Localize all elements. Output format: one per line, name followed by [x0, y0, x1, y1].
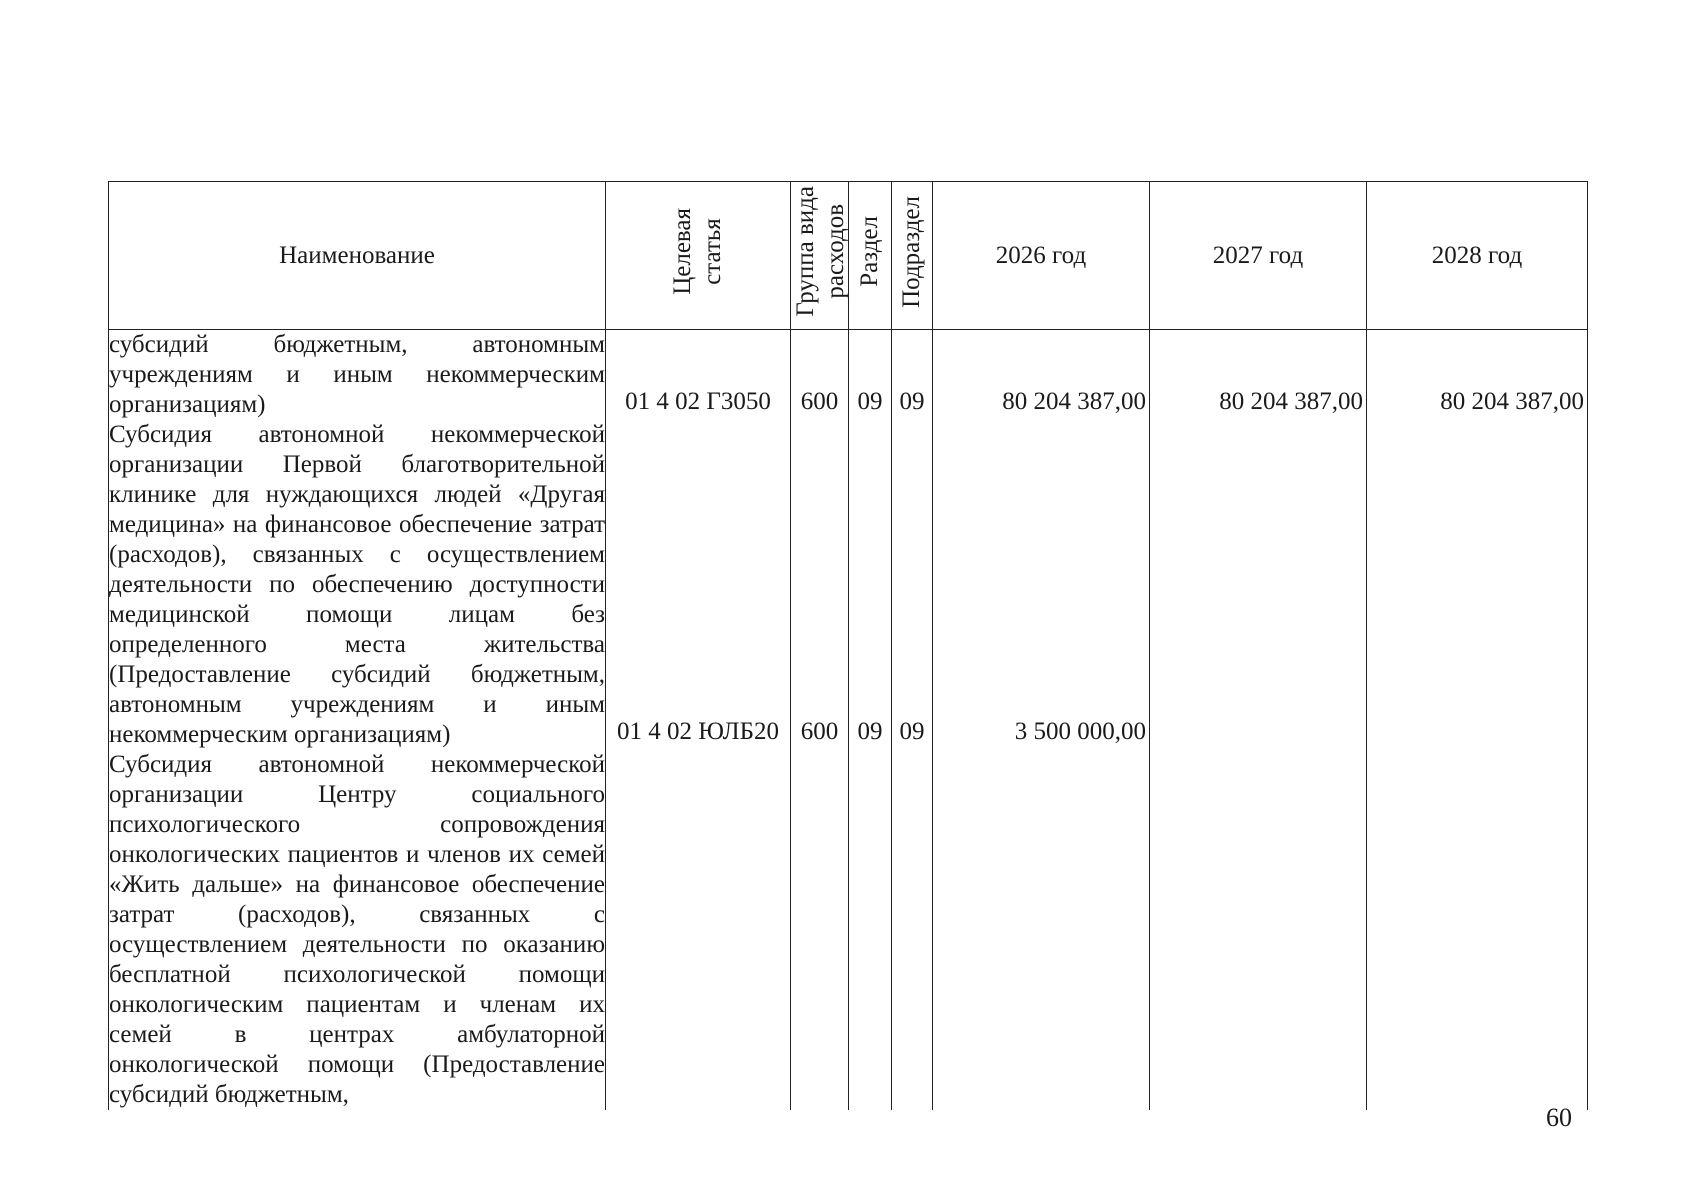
header-2027-label: 2027 год: [1212, 241, 1304, 269]
name-paragraph-2: Субсидия автономной некоммерческой организации Первой благотворительной клинике для нуждающихся людей «Другая медицина» на финансовое обеспечение затрат (расходов), связанных с осуществлением деятельности по обеспечению доступности медицинской помощи лицам без определенного места жительства (Предоставление субсидий бюджетным, автономным учреждениям и иным некоммерческим организациям): [109, 421, 605, 748]
amount-2027: 80 204 387,00: [1219, 388, 1363, 415]
header-target-article-label: [668, 208, 728, 295]
expense-group-value: 600: [800, 718, 839, 745]
header-section: [849, 182, 892, 330]
section-cell: [849, 330, 892, 1111]
header-target-article: [606, 182, 791, 330]
header-name: [109, 182, 606, 330]
header-subsection: [892, 182, 933, 330]
target-article-value: 01 4 02 ЮЛБ20: [616, 718, 779, 745]
subsection-cell: [892, 330, 933, 1111]
header-2026-label: 2026 год: [995, 241, 1087, 269]
header-2027: [1150, 182, 1367, 330]
amount-2026: 80 204 387,00: [1002, 388, 1146, 415]
budget-table: [108, 181, 1588, 1110]
header-subsection-label: Подраздел: [898, 195, 925, 308]
table-body: [109, 330, 1588, 1111]
year-2026-cell: [933, 330, 1150, 1111]
header-expense-group-line2: расходов: [822, 204, 849, 299]
target-article-cell: [606, 330, 791, 1111]
header-name-label: Наименование: [279, 241, 435, 269]
section-value: 09: [857, 718, 883, 745]
amount-2026: 3 500 000,00: [1014, 718, 1146, 745]
amount-2028: 80 204 387,00: [1440, 388, 1584, 415]
name-paragraph-3: Субсидия автономной некоммерческой организации Центру социального психологического сопровождения онкологических пациентов и членов их семей «Жить дальше» на финансовое обеспечение затрат (расходов), связанных с осуществлением деятельности по оказанию бесплатной психологической помощи онкологическим пациентам и членам их семей в центрах амбулаторной онкологической помощи (Предоставление субсидий бюджетным,: [109, 751, 605, 1108]
header-target-article-line2: статья: [699, 218, 726, 285]
table-row: [109, 330, 1588, 1111]
header-2026: [933, 182, 1150, 330]
header-2028-label: 2028 год: [1431, 241, 1523, 269]
header-section-label: Раздел: [856, 216, 883, 287]
header-row: [109, 182, 1588, 330]
expense-group-cell: [791, 330, 849, 1111]
year-2027-cell: [1150, 330, 1367, 1111]
year-2028-cell: [1367, 330, 1588, 1111]
header-expense-group-label: [791, 186, 851, 317]
subsection-value: 09: [899, 718, 925, 745]
expense-group-value: 600: [800, 388, 839, 415]
header-target-article-line1: Целевая: [669, 208, 696, 295]
table-header: [109, 182, 1588, 330]
name-paragraph-1: субсидий бюджетным, автономным учреждениям и иным некоммерческим организациям): [109, 331, 605, 418]
header-expense-group-line1: Группа вида: [792, 186, 819, 317]
section-value: 09: [857, 388, 883, 415]
header-expense-group: [791, 182, 849, 330]
name-column-cell: [109, 330, 606, 1111]
target-article-value: 01 4 02 Г3050: [625, 388, 771, 415]
page-number: 60: [1546, 1103, 1572, 1132]
header-2028: [1367, 182, 1588, 330]
subsection-value: 09: [899, 388, 925, 415]
